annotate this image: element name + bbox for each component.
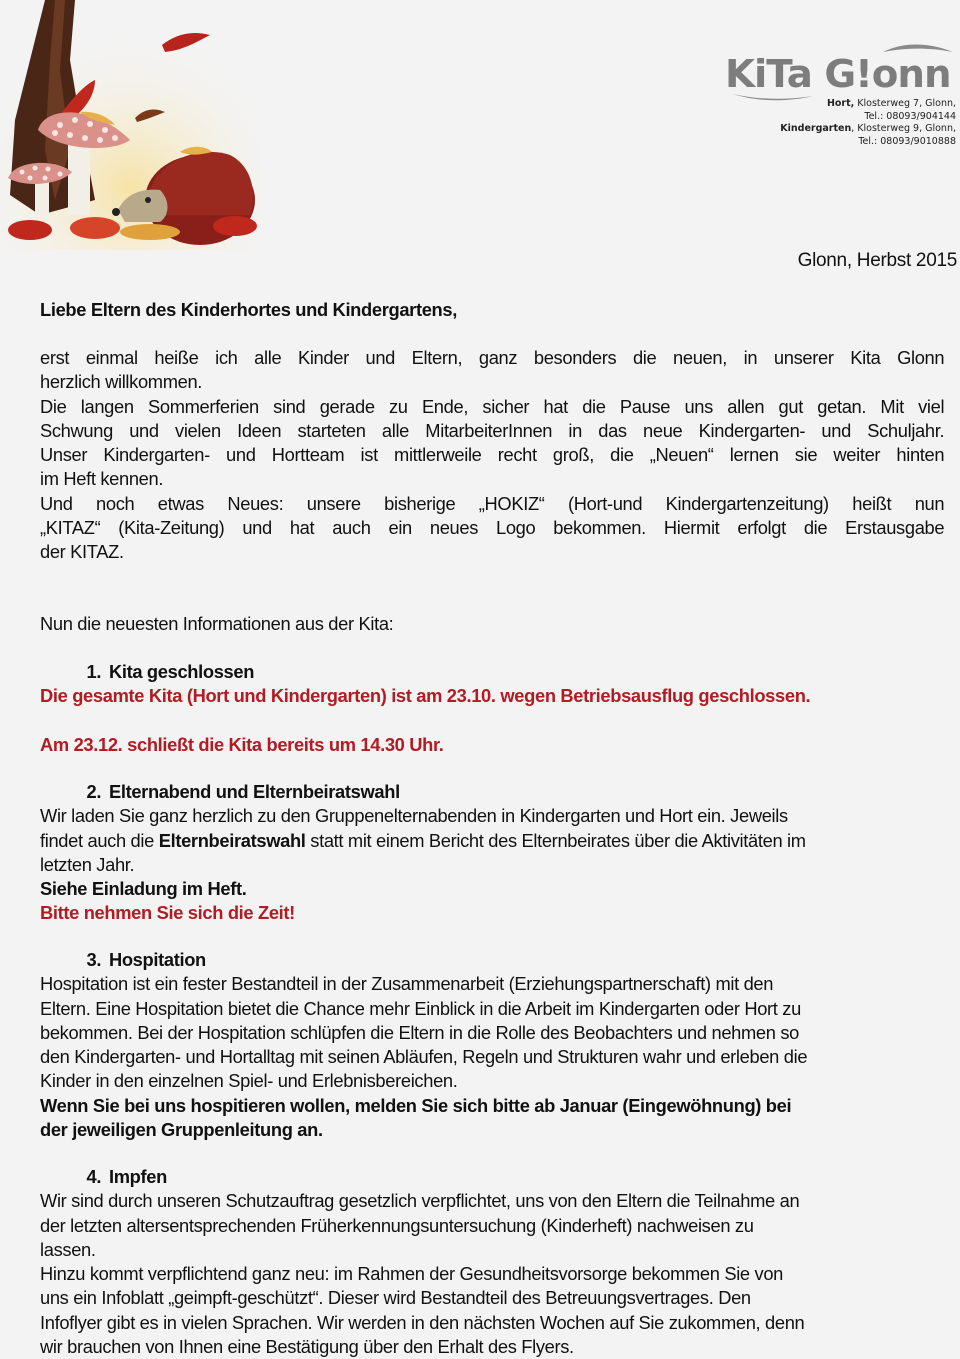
closure-notice: Am 23.12. schließt die Kita bereits um 14.30 Uhr. <box>40 733 444 755</box>
reminder-note: Bitte nehmen Sie sich die Zeit! <box>40 902 295 924</box>
section-heading <box>40 948 944 972</box>
intro-line: im Heft kennen. <box>40 468 164 490</box>
spacer <box>40 709 944 733</box>
section-kita-geschlossen <box>40 660 944 757</box>
salutation: Liebe Eltern des Kinderhortes und Kindergartens, <box>40 299 457 320</box>
section-number: 2. <box>86 781 102 802</box>
body-line: Hospitation ist ein fester Bestandteil in der Zusammenarbeit (Erziehungspartnerschaft) mit den <box>40 973 774 995</box>
section-title: Hospitation <box>108 949 206 970</box>
body-line: Hinzu kommt verpflichtend ganz neu: im Rahmen der Gesundheitsvorsorge bekommen Sie von <box>40 1263 784 1285</box>
section-title: Kita geschlossen <box>108 661 255 682</box>
body-line: letzten Jahr. <box>40 853 135 875</box>
section-number: 1. <box>86 661 102 682</box>
intro-line: Unser Kindergarten- und Hortteam ist mittlerweile recht groß, die „Neuen“ lernen sie weiter hinten <box>40 444 945 466</box>
invitation-note: Siehe Einladung im Heft. <box>40 878 247 900</box>
section-heading <box>40 1165 944 1189</box>
section-heading <box>40 780 944 804</box>
body-line: Infoflyer gibt es in vielen Sprachen. Wir werden in den nächsten Wochen auf Sie zukommen, denn <box>40 1311 805 1333</box>
body-line: bekommen. Bei der Hospitation schlüpfen die Eltern in die Rolle des Beobachters und nehmen so <box>40 1021 800 1043</box>
emphasis-text: Elternbeiratswahl <box>158 829 306 851</box>
kita-logo: KiTa G!onn <box>725 52 951 96</box>
intro-line: „KITAZ“ (Kita-Zeitung) und hat auch ein neues Logo bekommen. Hiermit erfolgt die Erstausgabe <box>40 517 945 539</box>
body-text: findet auch die <box>40 829 159 851</box>
section-title: Impfen <box>108 1166 167 1187</box>
contact-info <box>780 98 956 148</box>
body-text: statt mit einem Bericht des Elternbeirates über die Aktivitäten im <box>305 829 806 851</box>
section-number: 3. <box>86 949 102 970</box>
section-elternabend <box>40 780 944 926</box>
news-intro: Nun die neuesten Informationen aus der Kita: <box>40 613 394 634</box>
hort-label: Hort, <box>826 98 855 109</box>
body-line: der letzten altersentsprechenden Früherkennungsuntersuchung (Kinderheft) nachweisen zu <box>40 1214 754 1236</box>
body-line <box>40 829 944 853</box>
body-line: Eltern. Eine Hospitation bietet die Chance mehr Einblick in die Arbeit im Kindergarten oder Hort zu <box>40 997 801 1019</box>
autumn-illustration <box>0 0 260 250</box>
section-heading <box>40 660 944 684</box>
emphasis-line: der jeweiligen Gruppenleitung an. <box>40 1119 323 1141</box>
letter-date: Glonn, Herbst 2015 <box>797 250 957 271</box>
closure-notice: Die gesamte Kita (Hort und Kindergarten) ist am 23.10. wegen Betriebsausflug geschlossen. <box>40 685 811 707</box>
body-line: lassen. <box>40 1238 96 1260</box>
body-line: den Kindergarten- und Hortalltag mit seinen Abläufen, Regeln und Strukturen wahr und erleben die <box>40 1046 808 1068</box>
emphasis-line: Wenn Sie bei uns hospitieren wollen, melden Sie sich bitte ab Januar (Eingewöhnung) bei <box>40 1094 792 1116</box>
kindergarten-label: Kindergarten <box>780 123 852 134</box>
section-impfen <box>40 1165 944 1359</box>
body-line: wir brauchen von Ihnen eine Bestätigung über den Erhalt des Flyers. <box>40 1336 574 1358</box>
kindergarten-address: , Klosterweg 9, Glonn, <box>851 123 956 134</box>
intro-line: der KITAZ. <box>40 541 124 563</box>
section-number: 4. <box>86 1166 102 1187</box>
section-title: Elternabend und Elternbeiratswahl <box>108 781 400 802</box>
body-line: Kinder in den einzelnen Spiel- und Erlebnisbereichen. <box>40 1070 458 1092</box>
kindergarten-phone: Tel.: 08093/9010888 <box>858 135 956 147</box>
intro-line: herzlich willkommen. <box>40 371 203 393</box>
hort-phone: Tel.: 08093/904144 <box>864 110 956 122</box>
intro-line: Schwung und vielen Ideen starteten alle MitarbeiterInnen in das neue Kindergarten- und Schuljahr. <box>40 419 945 441</box>
intro-line: Und noch etwas Neues: unsere bisherige „HOKIZ“ (Hort-und Kindergartenzeitung) heißt nun <box>40 492 945 514</box>
body-line: uns ein Infoblatt „geimpft-geschützt“. Dieser wird Bestandteil des Betreuungsvertrages. Den <box>40 1287 751 1309</box>
section-hospitation <box>40 948 944 1142</box>
intro-line: Die langen Sommerferien sind gerade zu Ende, sicher hat die Pause uns allen gut getan. Mit viel <box>40 395 945 417</box>
body-line: Wir sind durch unseren Schutzauftrag gesetzlich verpflichtet, uns von den Eltern die Teilnahme an <box>40 1190 800 1212</box>
hort-address: Klosterweg 7, Glonn, <box>854 98 956 109</box>
kita-logo-block <box>725 48 960 148</box>
intro-paragraph <box>40 346 944 565</box>
body-line: Wir laden Sie ganz herzlich zu den Gruppenelternabenden in Kindergarten und Hort ein. Jeweils <box>40 805 788 827</box>
intro-line: erst einmal heiße ich alle Kinder und Eltern, ganz besonders die neuen, in unserer Kita Glonn <box>40 347 945 368</box>
